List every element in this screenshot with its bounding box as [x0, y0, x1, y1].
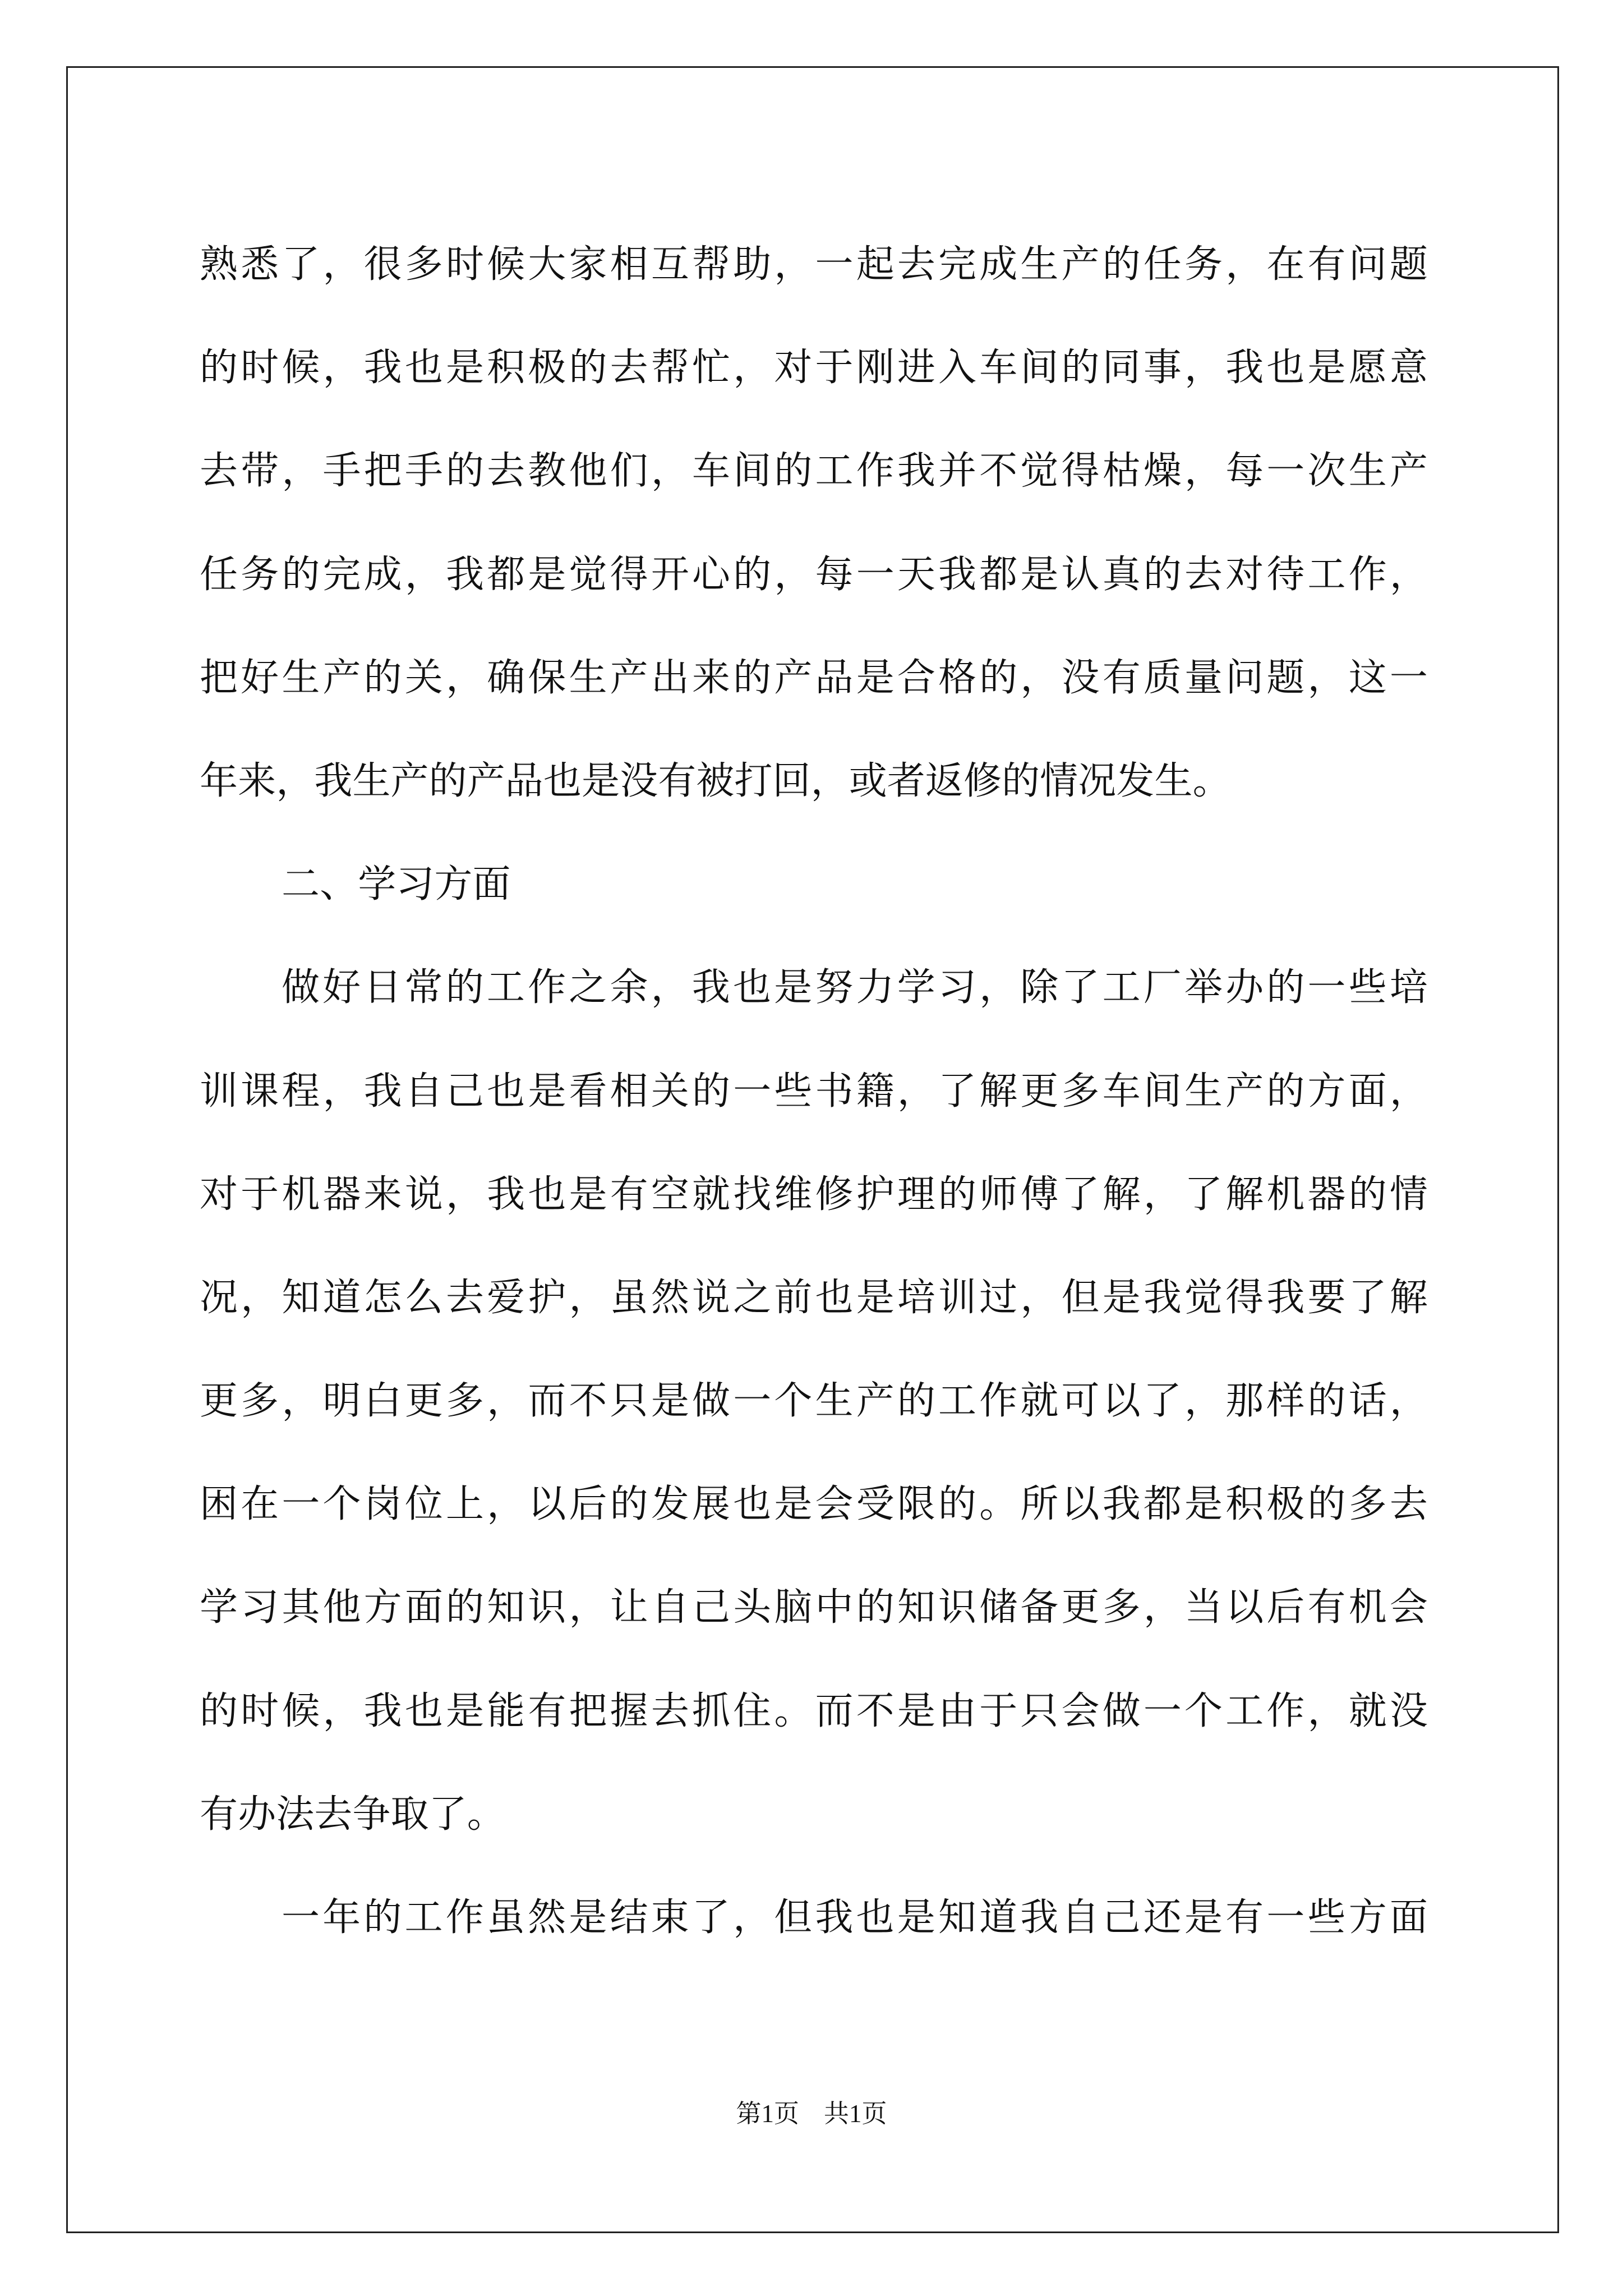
text-line: 训课程，我自己也是看相关的一些书籍，了解更多车间生产的方面，: [200, 1069, 1428, 1114]
text-line: 有办法去争取了。: [200, 1792, 505, 1837]
text-line: 做好日常的工作之余，我也是努力学习，除了工厂举办的一些培: [282, 965, 1428, 1010]
text-line: 去带，手把手的去教他们，车间的工作我并不觉得枯燥，每一次生产: [200, 449, 1428, 494]
text-line: 学习其他方面的知识，让自己头脑中的知识储备更多，当以后有机会: [200, 1585, 1428, 1630]
text-line: 对于机器来说，我也是有空就找维修护理的师傅了解，了解机器的情: [200, 1172, 1428, 1217]
text-line: 的时候，我也是能有把握去抓住。而不是由于只会做一个工作，就没: [200, 1688, 1428, 1733]
text-line: 更多，明白更多，而不只是做一个生产的工作就可以了，那样的话，: [200, 1379, 1428, 1424]
page-footer: [0, 2097, 1623, 2131]
text-line: 况，知道怎么去爱护，虽然说之前也是培训过，但是我觉得我要了解: [200, 1275, 1428, 1320]
text-line: 困在一个岗位上，以后的发展也是会受限的。所以我都是积极的多去: [200, 1482, 1428, 1527]
text-line: 年来，我生产的产品也是没有被打回，或者返修的情况发生。: [200, 758, 1231, 803]
page-number: 第1页: [736, 2100, 799, 2128]
text-line: 熟悉了，很多时候大家相互帮助，一起去完成生产的任务，在有问题: [200, 242, 1428, 287]
text-line: 一年的工作虽然是结束了，但我也是知道我自己还是有一些方面: [282, 1895, 1428, 1940]
text-line: 的时候，我也是积极的去帮忙，对于刚进入车间的同事，我也是愿意: [200, 346, 1428, 390]
section-heading: 二、学习方面: [282, 862, 511, 907]
text-line: 把好生产的关，确保生产出来的产品是合格的，没有质量问题，这一: [200, 655, 1428, 700]
page-total: 共1页: [824, 2100, 887, 2128]
text-line: 任务的完成，我都是觉得开心的，每一天我都是认真的去对待工作，: [200, 552, 1428, 597]
document-body: [200, 213, 1428, 1970]
